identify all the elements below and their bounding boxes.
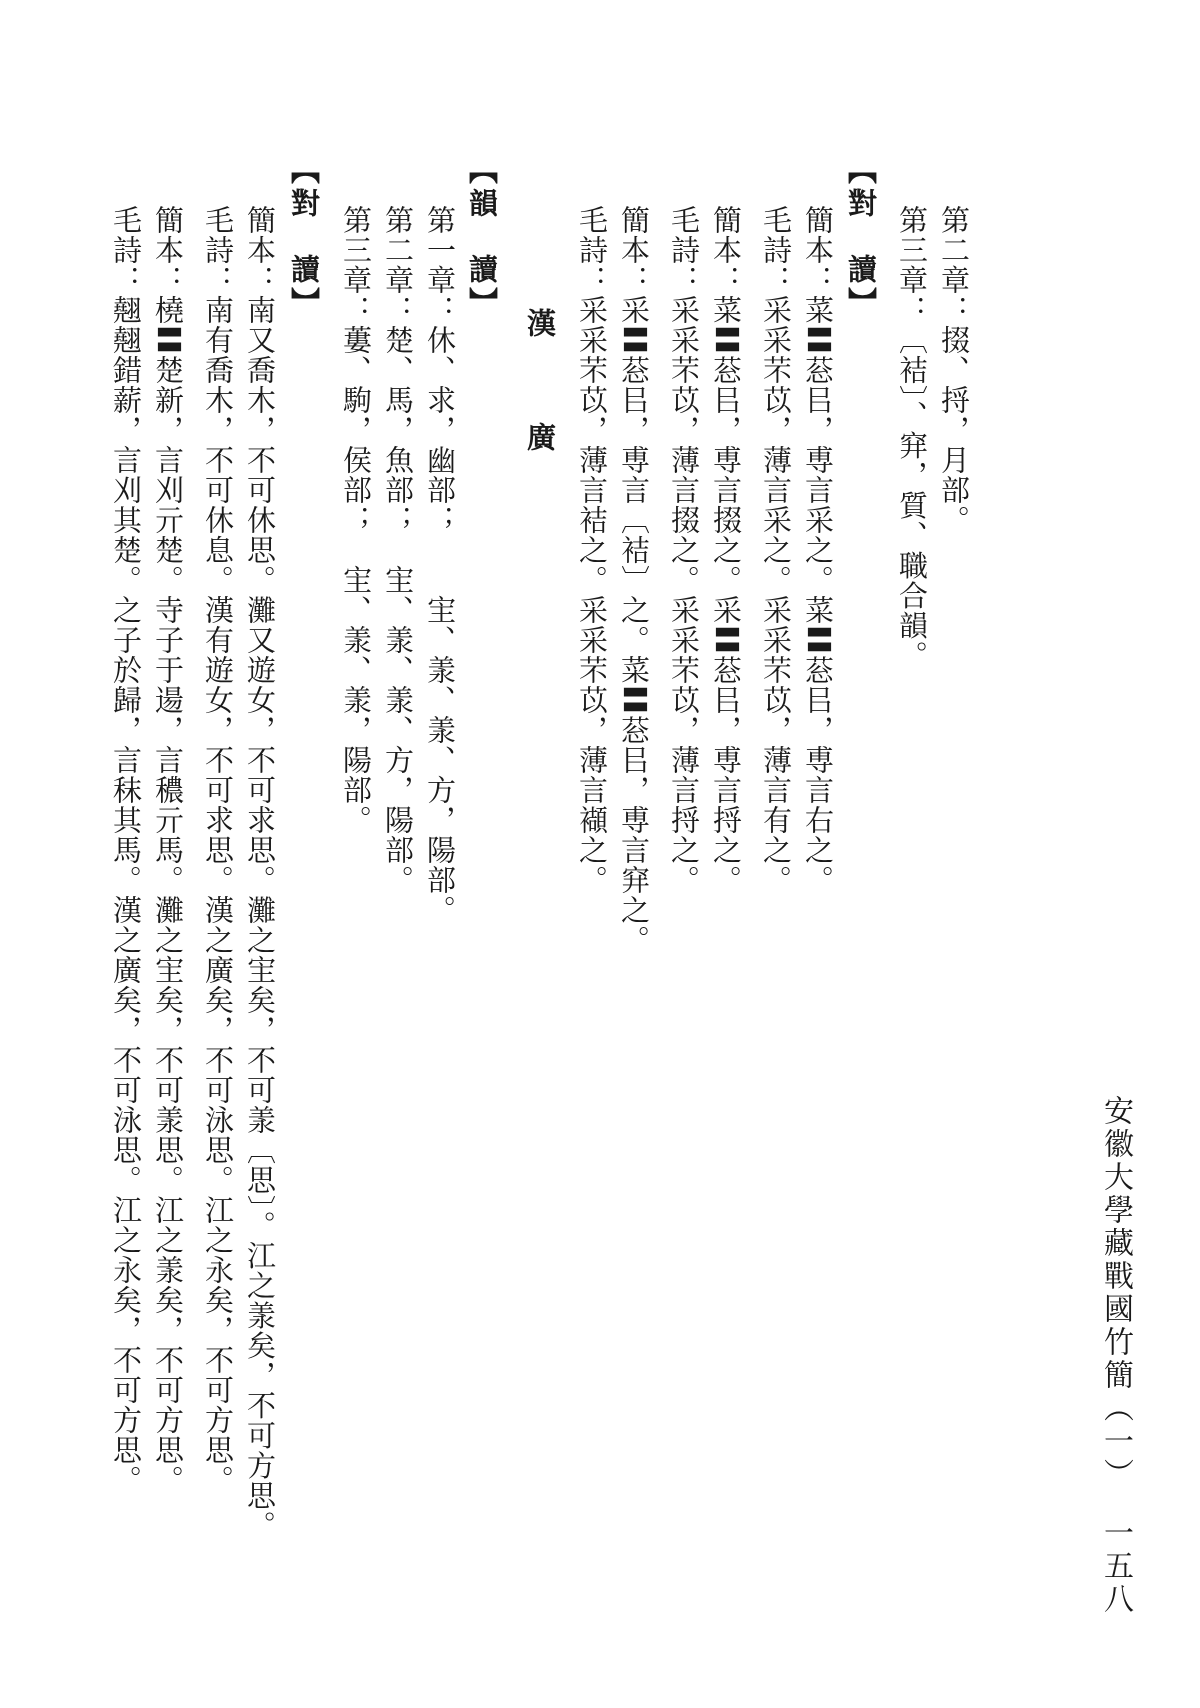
rhyme-line: 第一章：休、求，幽部； 宔、羕、羕、方，陽部。 [423, 205, 457, 925]
book-title: 安徽大學藏戰國竹簡（一） [1098, 1095, 1133, 1491]
poem-title: 漢 廣 [523, 308, 557, 479]
rhyme-line: 第三章：蔞、駒，侯部； 宔、羕、羕，陽部。 [339, 205, 373, 835]
collation-line: 簡本：菜〓䓗㠯，尃言采之。菜〓䓗㠯，尃言右之。 [801, 205, 835, 895]
rhyme-heading: 【韻 讀】 [465, 155, 499, 320]
collation-line: 毛詩：采采芣苡，薄言掇之。采采芣苡，薄言捋之。 [667, 205, 701, 895]
collation-line: 毛詩：翹翹錯薪，言刈其楚。之子於歸，言秣其馬。漢之廣矣，不可泳思。江之永矣，不可方思。 [109, 205, 143, 1495]
collation-line: 簡本：南又喬木，不可休思。灘又遊女，不可求思。灘之宔矣，不可羕〔思〕。江之羕矣，不可方思。 [243, 205, 277, 1541]
rhyme-line: 第三章：〔袺〕、穽，質、職合韻。 [895, 205, 929, 671]
collation-line: 毛詩：采采芣苡，薄言袺之。采采芣苡，薄言襭之。 [575, 205, 609, 895]
rhyme-line: 第二章：楚、馬，魚部； 宔、羕、羕、方，陽部。 [381, 205, 415, 895]
page-number: 一五八 [1098, 1517, 1133, 1616]
collation-line: 簡本：菜〓䓗㠯，尃言掇之。采〓䓗㠯，尃言捋之。 [709, 205, 743, 895]
collation-heading: 【對 讀】 [287, 155, 321, 320]
running-header [1098, 1095, 1133, 1616]
rhyme-line: 第二章：掇、捋，月部。 [937, 205, 971, 535]
collation-heading: 【對 讀】 [844, 155, 878, 320]
collation-line: 簡本：采〓䓗㠯，尃言〔袺〕之。菜〓䓗㠯，尃言穽之。 [617, 205, 651, 955]
collation-line: 簡本：橈〓楚新，言刈亓楚。寺子于逿，言穠亓馬。灘之宔矣，不可羕思。江之羕矣，不可方思。 [151, 205, 185, 1495]
collation-line: 毛詩：南有喬木，不可休息。漢有遊女，不可求思。漢之廣矣，不可泳思。江之永矣，不可方思。 [201, 205, 235, 1495]
collation-line: 毛詩：采采芣苡，薄言采之。采采芣苡，薄言有之。 [759, 205, 793, 895]
